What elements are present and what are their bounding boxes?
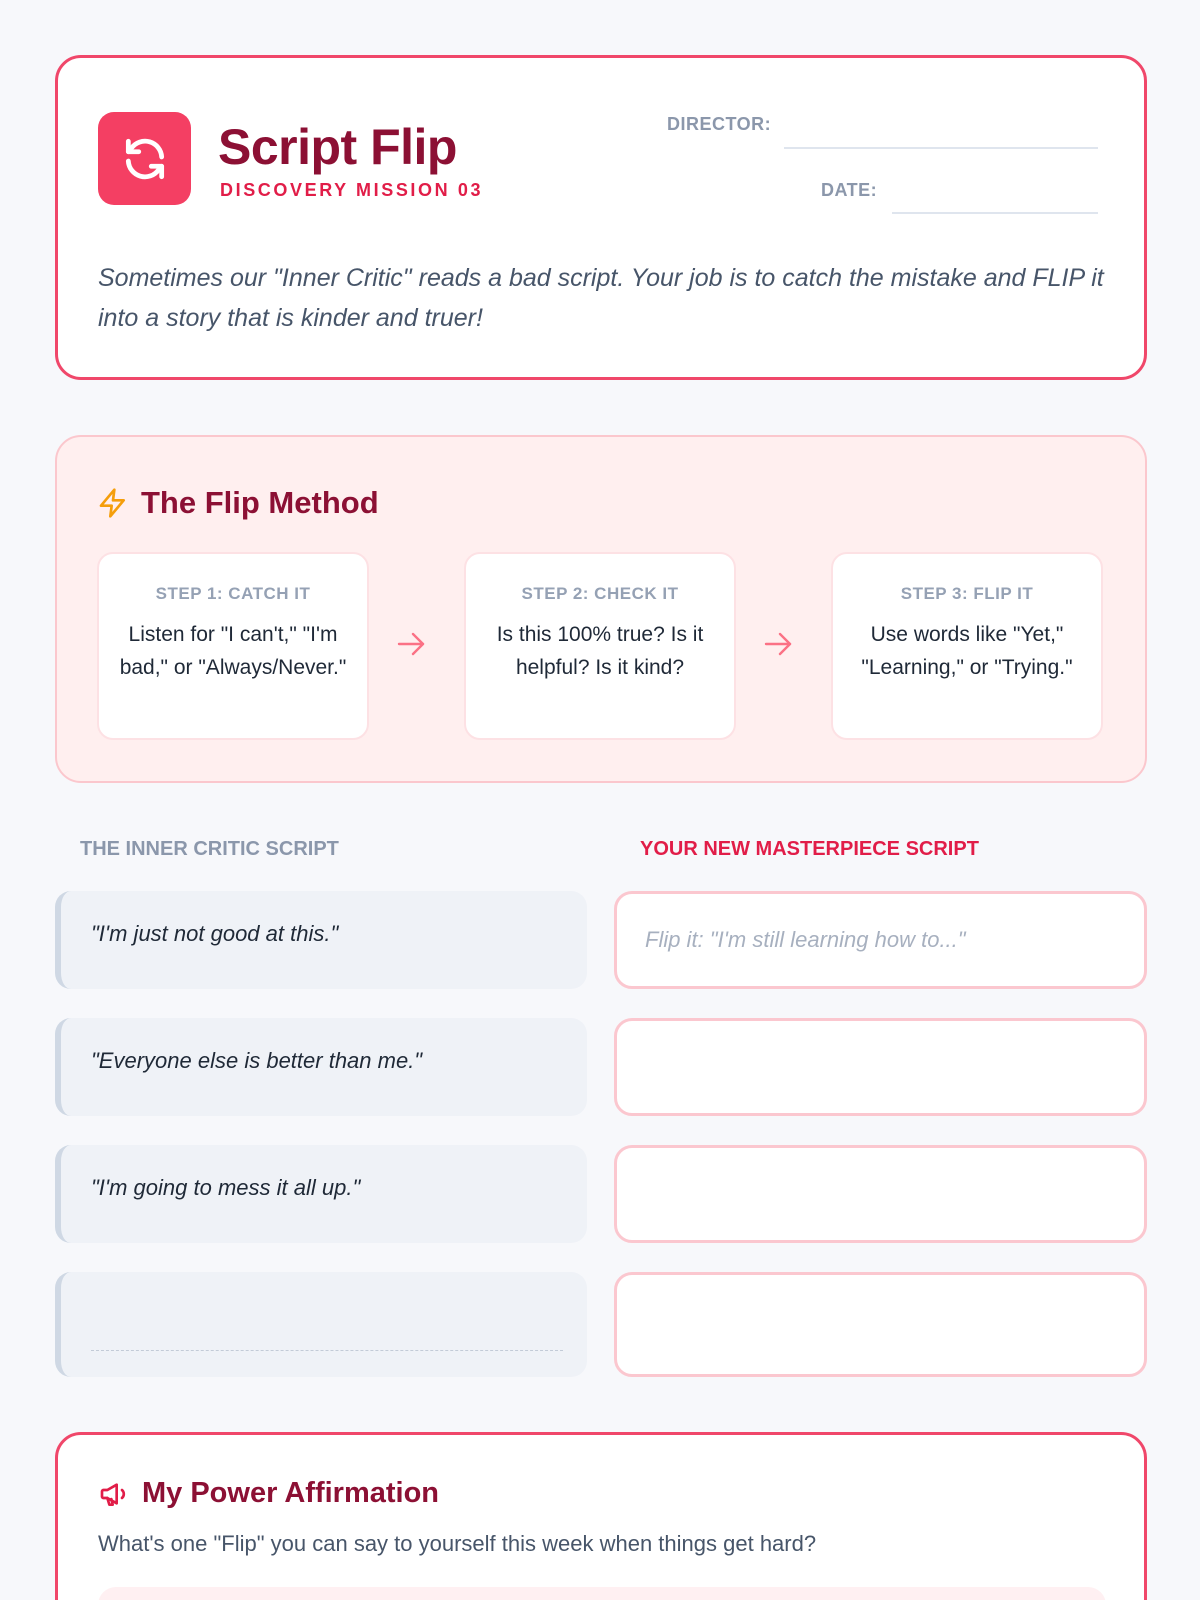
step-text: Use words like "Yet," "Learning," or "Trying." (861, 623, 1073, 679)
arrow-right-icon (759, 629, 799, 659)
critic-column-header: THE INNER CRITIC SCRIPT (80, 838, 339, 860)
flip-script-input[interactable] (614, 1018, 1147, 1116)
flip-script-input[interactable] (614, 891, 1147, 989)
logo-badge (98, 112, 191, 205)
date-field[interactable] (892, 212, 1098, 214)
flip-script-input[interactable] (614, 1272, 1147, 1377)
affirmation-card (55, 1432, 1147, 1600)
step-check-card (464, 552, 736, 740)
page-title: Script Flip (218, 119, 457, 175)
director-field[interactable] (784, 147, 1098, 149)
step-catch-card (97, 552, 369, 740)
flip-method-card (55, 435, 1147, 783)
flip-method-title: The Flip Method (141, 485, 379, 520)
step-text: Listen for "I can't," "I'm bad," or "Always/Never." (119, 623, 347, 679)
write-line (91, 1350, 563, 1351)
flip-method-heading (97, 485, 379, 521)
director-label: DIRECTOR: (667, 114, 772, 134)
step-label: STEP 2: CHECK IT (521, 584, 679, 603)
mission-subtitle: DISCOVERY MISSION 03 (220, 180, 484, 200)
critic-line-blank-row[interactable] (55, 1272, 587, 1377)
critic-line-row (55, 1145, 587, 1243)
critic-line-row (55, 1018, 587, 1116)
arrow-right-icon (392, 629, 432, 659)
critic-line-text: "I'm just not good at this." (91, 921, 339, 946)
affirmation-prompt: What's one "Flip" you can say to yourself this week when things get hard? (98, 1531, 817, 1556)
affirmation-input[interactable] (98, 1587, 1106, 1600)
flip-script-input[interactable] (614, 1145, 1147, 1243)
affirmation-heading (98, 1477, 439, 1510)
intro-text: Sometimes our "Inner Critic" reads a bad script. Your job is to catch the mistake and FLIP it into a story that is kinder and truer! (98, 264, 1104, 332)
mission-header-card (55, 55, 1147, 380)
step-label: STEP 3: FLIP IT (900, 584, 1034, 603)
lightning-icon (97, 487, 129, 519)
step-flip-card (831, 552, 1103, 740)
step-label: STEP 1: CATCH IT (155, 584, 311, 603)
refresh-icon (120, 134, 170, 184)
critic-line-text: "I'm going to mess it all up." (91, 1175, 361, 1200)
step-text: Is this 100% true? Is it helpful? Is it kind? (496, 623, 704, 679)
new-script-column-header: YOUR NEW MASTERPIECE SCRIPT (640, 838, 979, 860)
megaphone-icon (98, 1478, 130, 1510)
date-label: DATE: (821, 180, 878, 200)
affirmation-title: My Power Affirmation (142, 1477, 440, 1509)
critic-line-row (55, 891, 587, 989)
critic-line-text: "Everyone else is better than me." (91, 1048, 423, 1073)
